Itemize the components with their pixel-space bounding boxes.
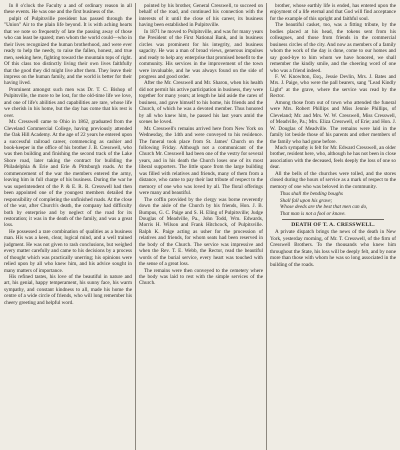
column-middle [135, 3, 266, 450]
paragraph: Mr. Cresswell's remains arrived here from New York on Wednesday, the 14th and were conveyed to his residence. The funeral took place from St. James' Church on the following Friday. Although not a communicant of the Church Mr. Cresswell had been one of the vestry for several years, and in his death the Church loses one of its most liberal supporters. The little space from the large building was filled with relatives and friends, many of them from a distance, who came to pay their last tribute of respect to the memory of one who was loved by all. The floral offerings were many and beautiful. [139, 125, 263, 197]
column-left [4, 3, 135, 450]
paragraph: A private dispatch brings the news of the death in New York, yesterday morning, of Mr. T. Cresswell, of the firm of Cresswell Brothers. To the thousands who knew him throughout the State, his loss will be deeply felt, and by none more than those with whom he was so long associated in the building of the roads. [270, 229, 396, 268]
paragraph: Much sympathy is felt for Mr. Edward Cresswell, an older brother, resident here, who, although he has not been in close association with the deceased, feels deeply the loss of one so dear. [270, 144, 396, 171]
paragraph: The coffin provided by the clergy was borne reverently down the aisle of the Church by his friends, Hon. J. B. Bumpus, G. C. Paige and S. H. Eling of Pulpitsville; Judge Douglas of Meadville, Pa., John Todd, Wm. Edwards, Morris H. Wilson and Frank Hitchcock, of Pulpitsville. Ralph K. Paige acting as usher for the procession of relatives and friends, for whom seats had been reserved in the body of the Church. The service was impressive and when the Rev. T. E. Webb, the Rector, read the beautiful words of the burial service, every heart was touched with the sense of a great loss. [139, 196, 263, 268]
paragraph: After the Mr. Cresswell and Mr. Sharon, when his health did not permit his active participation in business, they were together for many years; at length he laid aside the cares of business, and gave himself to his home, his friends and the Church, of which he was a devoted member. Thus honored by all who knew him, he passed his last years amid the scenes he loved. [139, 80, 263, 126]
paragraph: Mr. Cresswell came to Ohio in 1862, graduated from the Cleveland Commercial College, having previously attended the Oak Hill Academy. At the age of 22 years he entered upon a successful railroad career, commencing as cashier and book-keeper in the office of his brother J. B. Cresswell, who was then building and finishing the second track of the Lake Shore road, later taking the contract for building the Philadelphia & Erie and Erie & Pittsburgh roads. At the commencement of the war the members entered the army, leaving him in full charge of his business. During the war he was superintendent of the P. & E. R. R. Cresswell had then been appointed one of the youngest members detailed the responsibility of completing the unfinished roads. At the close of the war, after Church's death, the company had difficulty both by enterprise and by neglect of the road for its restoration; it was in the death of the family, and was a great loss. [4, 119, 132, 229]
paragraph: The beautiful casket, too, was a fitting tribute, by the bodies placed at his head, the tokens sent from his colleagues, and those from friends in the commercial business circles of the city. And now as members of a family whom the work of the day is done, come to our homes and say good-bye to him whom we have honored, we shall remember the kindly smile, and the cheering word of one who was a friend indeed. [270, 22, 396, 74]
paragraph: Among those from out of town who attended the funeral were Mrs. Robert Phillips and Miss Jennie Phillips, of Cleveland; Mr. and Mrs. W. W. Cresswell, Miss Cresswell, of Meadville, Pa.; Mrs. Eliza Cresswell, of Erie; and Hon. J. W. Douglas of Meadville. The remains were laid in the family lot beside those of his parents and other members of the family who had gone before. [270, 99, 396, 145]
poem-verse: Thus shall the bending boughs Shall fall upon his grave; Whose deeds are the best that men can do, That man is not a fool or knave. [280, 191, 368, 217]
paragraph: Prominent amongst such men was Dr. T. C. Bishop of Pulpitsville, the more to be lost, for the old-time life we love, and one of life's abilities and capabilities are rare, whose life we cherish in his home, but the day has come that his rest is over. [4, 86, 132, 119]
paragraph: All the bells of the churches were tolled, and the stores closed during the hours of service as a mark of respect to the memory of one who was beloved in the community. [270, 170, 396, 190]
paragraph: F. W. Knowlton, Esq., Jessie Devlin, Mrs. J. Bates and Mrs. J. Paige, who were the pall bearers, sang "Lead Kindly Light" at the grave, where the service was read by the Rector. [270, 73, 396, 100]
paragraph: The remains were then conveyed to the cemetery where the body was laid to rest with the simple services of the Church. [139, 267, 263, 287]
paragraph: brother, whose earthly life is ended, has entered upon the enjoyment of a life eternal and that God will find acceptance for the example of this upright and faithful soul. [270, 3, 396, 22]
paragraph: In 1871 he moved to Pulpitsville, and was for many years the President of the First National Bank, and in business circles was prominent for his integrity, and business sagacity. He was a man of broad views, generous impulses and ready to help any enterprise that promised benefit to the community. His services in the improvement of the town were invaluable, and he was always found on the side of progress and good order. [139, 28, 263, 80]
section-divider [282, 219, 384, 220]
paragraph: pulpit of Pulpitsville president has passed through the "Union" Air to the plain life beyond. It is with aching hearts that we note so frequently of late the passing away of those who can least be spared; men whom the world could—who in their lives recognized the human brotherhood, and were ever ready to help the needy, to raise the fallen, honest, and true men, seeking here, fighting toward the mountain tops of right. Of this class too distinctly living their own lives faithfully that the good they did might live after them. They leave their impress on the human family, and the world is better for their having lived. [4, 15, 132, 87]
paragraph: pointed by his brother, General Cresswell, to succeed on behalf of the road, and continued his connection with the interests of it until the close of his career, its business having been established in Pulpitsville. [139, 3, 263, 29]
column-right [266, 3, 396, 450]
paragraph: In 8 o'clock the Faculty a and of ordinary reason in all these events. He was one and the first business of the. [4, 3, 132, 16]
paragraph: His refined tastes, his love of the beautiful in nature and art, his genial, happy temperament, his sunny face, his warm sympathy, and constant kindness to all, made his home the centre of a wide circle of friends, who will long remember his cheery greeting and helpful word. [4, 274, 132, 306]
article-heading: DEATH OF T. A. CRESSWELL. [291, 221, 375, 228]
paragraph: He possessed a rare combination of qualities as a business man. His was a keen, clear, logical mind, and a well trained judgment. He was not given to rash conclusions, but weighed every matter carefully and came to his decisions by a process of thought which was practically unerring; his opinions were relied upon by all who knew him, and his advice sought in many matters of importance. [4, 228, 132, 274]
